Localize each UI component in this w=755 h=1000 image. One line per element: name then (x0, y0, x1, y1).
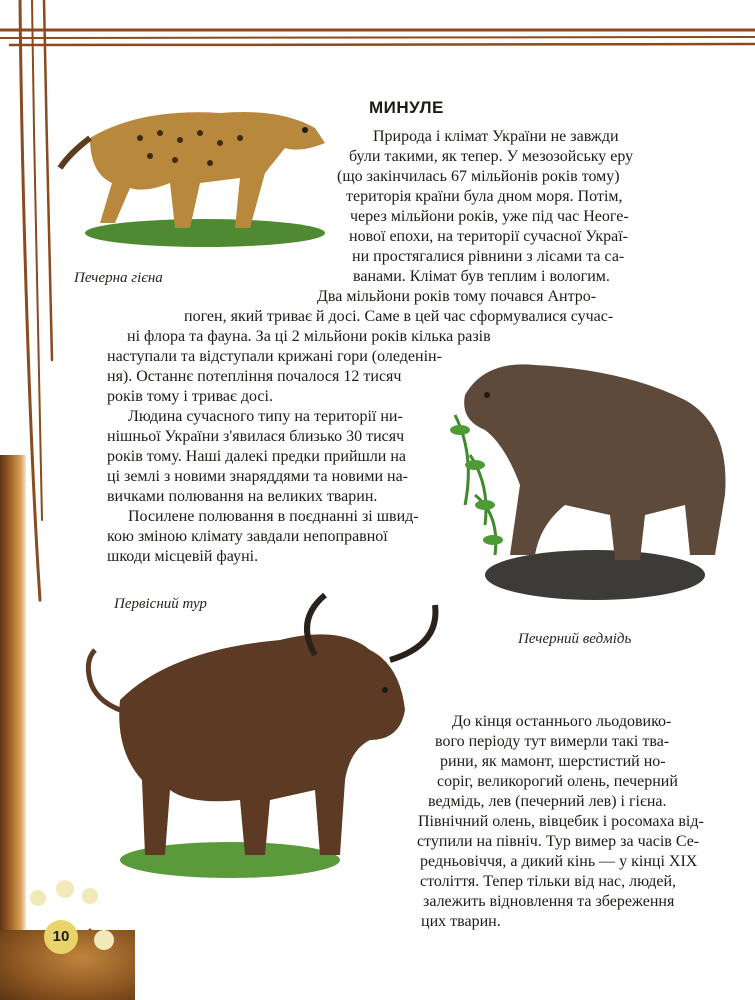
text-line: кою зміною клімату завдали непоправної (107, 528, 388, 545)
text-line: вичками полювання на великих тварин. (107, 488, 378, 505)
aurochs-caption: Первісний тур (114, 596, 207, 612)
text-line: років тому. Наші далекі предки прийшли на (107, 448, 407, 465)
text-line: рини, як мамонт, шерстистий но- (440, 753, 666, 770)
text-line: були такими, як тепер. У мезозойську еру (349, 148, 634, 165)
page-number: 10 (44, 920, 78, 954)
text-line: століття. Тепер тільки від нас, людей, (420, 873, 677, 890)
text-line: шкоди місцевій фауні. (107, 548, 259, 565)
text-line: наступали та відступали крижані гори (оледенін- (107, 348, 442, 365)
text-line: років тому і триває досі. (107, 388, 273, 405)
bear-caption: Печерний ведмідь (518, 631, 632, 647)
aurochs-illustration (70, 590, 450, 890)
hyena-illustration (50, 78, 335, 258)
text-line: ни простягалися рівнини з лісами та са- (352, 248, 625, 265)
text-line: ванами. Клімат був теплим і вологим. (353, 268, 610, 285)
paw-print-icon (30, 890, 46, 906)
text-line: цих тварин. (421, 913, 501, 930)
text-line: Два мільйони років тому почався Антро- (317, 288, 597, 305)
text-line: ступили на північ. Тур вимер за часів Се- (417, 833, 700, 850)
text-line: територія країни була дном моря. Потім, (346, 188, 623, 205)
text-line: Північний олень, вівцебик і росомаха від- (418, 813, 704, 830)
hyena-caption: Печерна гієна (74, 270, 163, 286)
paw-print-icon (94, 930, 114, 950)
text-line: Природа і клімат України не завжди (373, 128, 619, 145)
text-line: соріг, великорогий олень, печерний (437, 773, 678, 790)
text-line: редньовіччя, а дикий кінь — у кінці XIX (420, 853, 698, 870)
fur-decoration (0, 455, 26, 1000)
text-line: нової епохи, на території сучасної Украї- (349, 228, 628, 245)
section-heading: МИНУЛЕ (369, 98, 444, 117)
paw-print-icon (82, 888, 98, 904)
text-line: (що закінчилась 67 мільйонів років тому) (337, 168, 620, 185)
bear-illustration (445, 355, 745, 610)
text-line: ня). Останнє потепління почалося 12 тисяч (107, 368, 402, 385)
text-line: Людина сучасного типу на території ни- (128, 408, 403, 425)
paw-print-icon (56, 880, 74, 898)
text-line: вого періоду тут вимерли такі тва- (435, 733, 670, 750)
text-line: через мільйони років, уже під час Неоге- (350, 208, 629, 225)
text-line: поген, який триває й досі. Саме в цей час сформувалися сучас- (184, 308, 614, 325)
text-line: До кінця останнього льодовико- (452, 713, 672, 730)
text-line: нішньої України з'явилася близько 30 тисяч (107, 428, 405, 445)
text-line: ці землі з новими знаряддями та новими на- (107, 468, 408, 485)
text-line: Посилене полювання в поєднанні зі швид- (128, 508, 419, 525)
text-line: залежить відновлення та збереження (423, 893, 675, 910)
text-line: ні флора та фауна. За ці 2 мільйони років кілька разів (127, 328, 491, 345)
text-line: ведмідь, лев (печерний лев) і гієна. (428, 793, 667, 810)
